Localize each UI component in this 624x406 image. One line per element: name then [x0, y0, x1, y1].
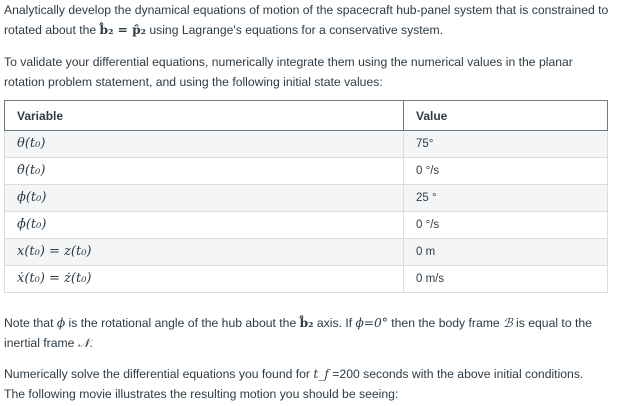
note-phi-zero: ϕ=0°	[355, 316, 388, 330]
variable-cell: θ̇(t₀)	[5, 158, 404, 185]
table-row	[5, 131, 608, 158]
value-cell: 25 °	[404, 185, 608, 212]
initial-state-table	[4, 100, 608, 293]
note-paragraph	[4, 313, 616, 353]
header-value: Value	[404, 101, 608, 131]
value-cell: 0 °/s	[404, 158, 608, 185]
note-axis: b̂₂	[299, 316, 314, 330]
solve-tf: t_f	[313, 367, 329, 381]
note-frame-b: ℬ	[503, 316, 513, 330]
solve-text-1: Numerically solve the differential equations you found for	[4, 367, 314, 381]
solve-paragraph	[4, 364, 616, 404]
variable-cell: ϕ(t₀)	[5, 185, 404, 212]
intro-text-2: using Lagrange's equations for a conservative system.	[145, 23, 443, 37]
solve-text-3: The following movie illustrates the resulting motion you should be seeing:	[4, 387, 399, 401]
intro-math: b̂₂ = p̂₂	[99, 23, 146, 37]
variable-cell: ẋ(t₀) = ż(t₀)	[5, 266, 404, 293]
note-text-4: then the body frame	[387, 316, 504, 330]
variable-cell: ϕ̇(t₀)	[5, 212, 404, 239]
note-text-6: .	[89, 336, 93, 350]
value-cell: 0 m/s	[404, 266, 608, 293]
value-cell: 0 m	[404, 239, 608, 266]
note-text-3: axis. If	[313, 316, 356, 330]
table-row	[5, 158, 608, 185]
table-row	[5, 239, 608, 266]
note-text-5: is equal to the inertial frame	[4, 316, 592, 350]
header-variable: Variable	[5, 101, 404, 131]
variable-cell: θ(t₀)	[5, 131, 404, 158]
variable-cell: x(t₀) = z(t₀)	[5, 239, 404, 266]
intro-text-1: Analytically develop the dynamical equations of motion of the spacecraft hub-panel system that is constrained to rotated about the	[4, 3, 609, 37]
table-row	[5, 185, 608, 212]
table-row	[5, 266, 608, 293]
solve-text-2: =200 seconds with the above initial conditions.	[328, 367, 584, 381]
table-header-row	[5, 101, 608, 131]
value-cell: 0 °/s	[404, 212, 608, 239]
note-phi: ϕ	[56, 316, 66, 330]
value-cell: 75°	[404, 131, 608, 158]
note-text-2: is the rotational angle of the hub about the	[65, 316, 300, 330]
note-text-1: Note that	[4, 316, 57, 330]
table-row	[5, 212, 608, 239]
validate-paragraph: To validate your differential equations, numerically integrate them using the numerical values in the planar rotation problem statement, and using the following initial state values:	[4, 55, 573, 89]
note-frame-n: 𝒩	[77, 336, 90, 350]
intro-paragraph	[4, 0, 616, 40]
